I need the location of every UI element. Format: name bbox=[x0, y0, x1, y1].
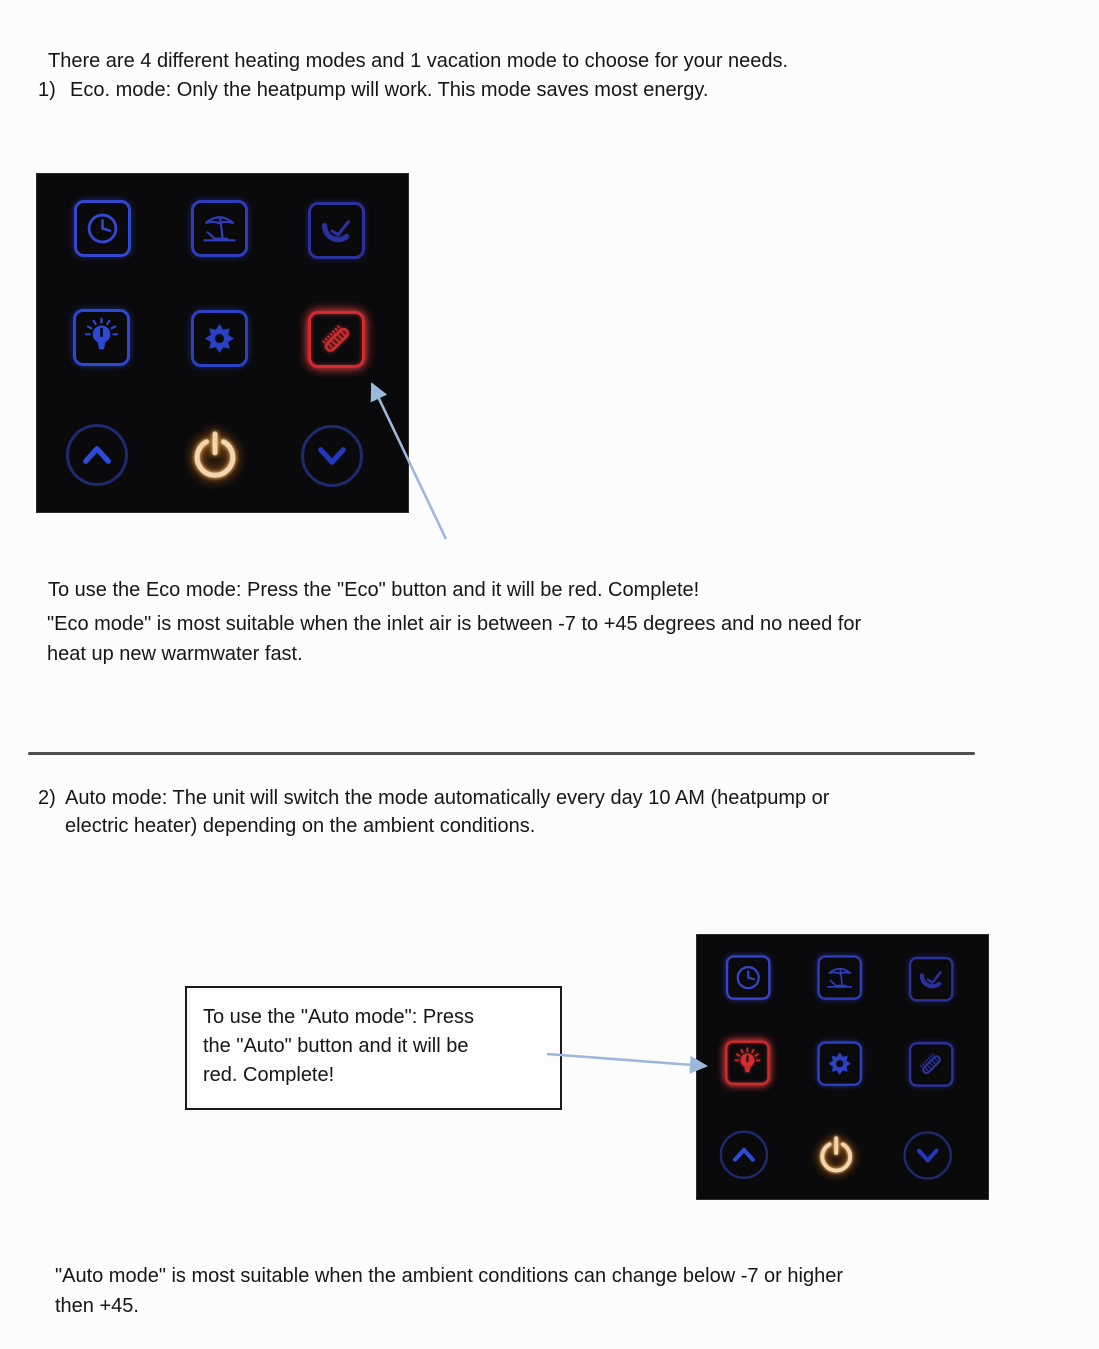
list-number-1: 1) bbox=[38, 79, 56, 101]
up-button[interactable] bbox=[66, 424, 128, 486]
auto-button[interactable] bbox=[725, 1041, 770, 1086]
gear-sun-icon bbox=[823, 1047, 857, 1081]
section-divider bbox=[28, 752, 975, 755]
paragraph-line: Auto mode: The unit will switch the mode automatically every day 10 AM (heatpump or bbox=[65, 787, 830, 809]
auto-button[interactable] bbox=[73, 309, 130, 366]
callout-line: the "Auto" button and it will be bbox=[203, 1035, 469, 1057]
clock-icon bbox=[731, 961, 765, 995]
callout-line: red. Complete! bbox=[203, 1064, 335, 1086]
heater-coil-icon bbox=[315, 318, 358, 361]
vacation-button[interactable] bbox=[191, 200, 248, 257]
power-button[interactable] bbox=[184, 424, 246, 486]
vacation-button[interactable] bbox=[817, 955, 862, 1000]
check-mode-button[interactable] bbox=[909, 957, 954, 1002]
control-panel-auto bbox=[697, 935, 988, 1199]
down-button[interactable] bbox=[301, 425, 363, 487]
paragraph-line: heat up new warmwater fast. bbox=[47, 643, 303, 665]
power-icon bbox=[814, 1132, 859, 1177]
intro-text: There are 4 different heating modes and 1 vacation mode to choose for your needs. bbox=[48, 50, 789, 72]
callout-line: To use the "Auto mode": Press bbox=[203, 1006, 475, 1028]
gear-button[interactable] bbox=[817, 1041, 862, 1086]
bulb-icon bbox=[731, 1046, 765, 1080]
bulb-icon bbox=[80, 316, 123, 359]
check-mode-button[interactable] bbox=[308, 202, 365, 259]
paragraph-line: electric heater) depending on the ambient conditions. bbox=[65, 815, 536, 837]
crescent-check-icon bbox=[914, 962, 948, 996]
heater-coil-icon bbox=[914, 1048, 948, 1082]
chevron-down-icon bbox=[908, 1136, 947, 1175]
power-button[interactable] bbox=[812, 1131, 860, 1179]
chevron-up-icon bbox=[724, 1135, 763, 1174]
gear-button[interactable] bbox=[191, 310, 248, 367]
eco-button[interactable] bbox=[909, 1042, 954, 1087]
beach-umbrella-icon bbox=[198, 207, 241, 250]
power-icon bbox=[186, 426, 244, 484]
eco-note bbox=[47, 609, 861, 669]
clock-icon bbox=[81, 207, 124, 250]
paragraph-line: "Eco mode" is most suitable when the inlet air is between -7 to +45 degrees and no need for bbox=[47, 613, 862, 635]
eco-mode-heading bbox=[38, 79, 708, 102]
list-number-2: 2) bbox=[38, 787, 56, 809]
clock-button[interactable] bbox=[74, 200, 131, 257]
paragraph-line: "Auto mode" is most suitable when the ambient conditions can change below -7 or higher bbox=[55, 1265, 843, 1287]
up-button[interactable] bbox=[720, 1131, 768, 1179]
control-panel-eco bbox=[37, 174, 408, 512]
clock-button[interactable] bbox=[726, 955, 771, 1000]
callout-box bbox=[185, 986, 562, 1110]
chevron-down-icon bbox=[307, 431, 357, 481]
chevron-up-icon bbox=[72, 430, 122, 480]
beach-umbrella-icon bbox=[823, 961, 857, 995]
down-button[interactable] bbox=[903, 1131, 951, 1179]
gear-sun-icon bbox=[198, 317, 241, 360]
auto-mode-heading bbox=[38, 784, 829, 840]
paragraph-line: then +45. bbox=[55, 1295, 139, 1317]
auto-note bbox=[55, 1261, 843, 1321]
crescent-check-icon bbox=[315, 209, 358, 252]
eco-instruction-text: To use the Eco mode: Press the "Eco" button and it will be red. Complete! bbox=[48, 579, 700, 601]
eco-button[interactable] bbox=[308, 311, 365, 368]
auto-pointer-arrow bbox=[547, 1054, 706, 1066]
eco-mode-heading-text: Eco. mode: Only the heatpump will work. This mode saves most energy. bbox=[70, 79, 709, 101]
